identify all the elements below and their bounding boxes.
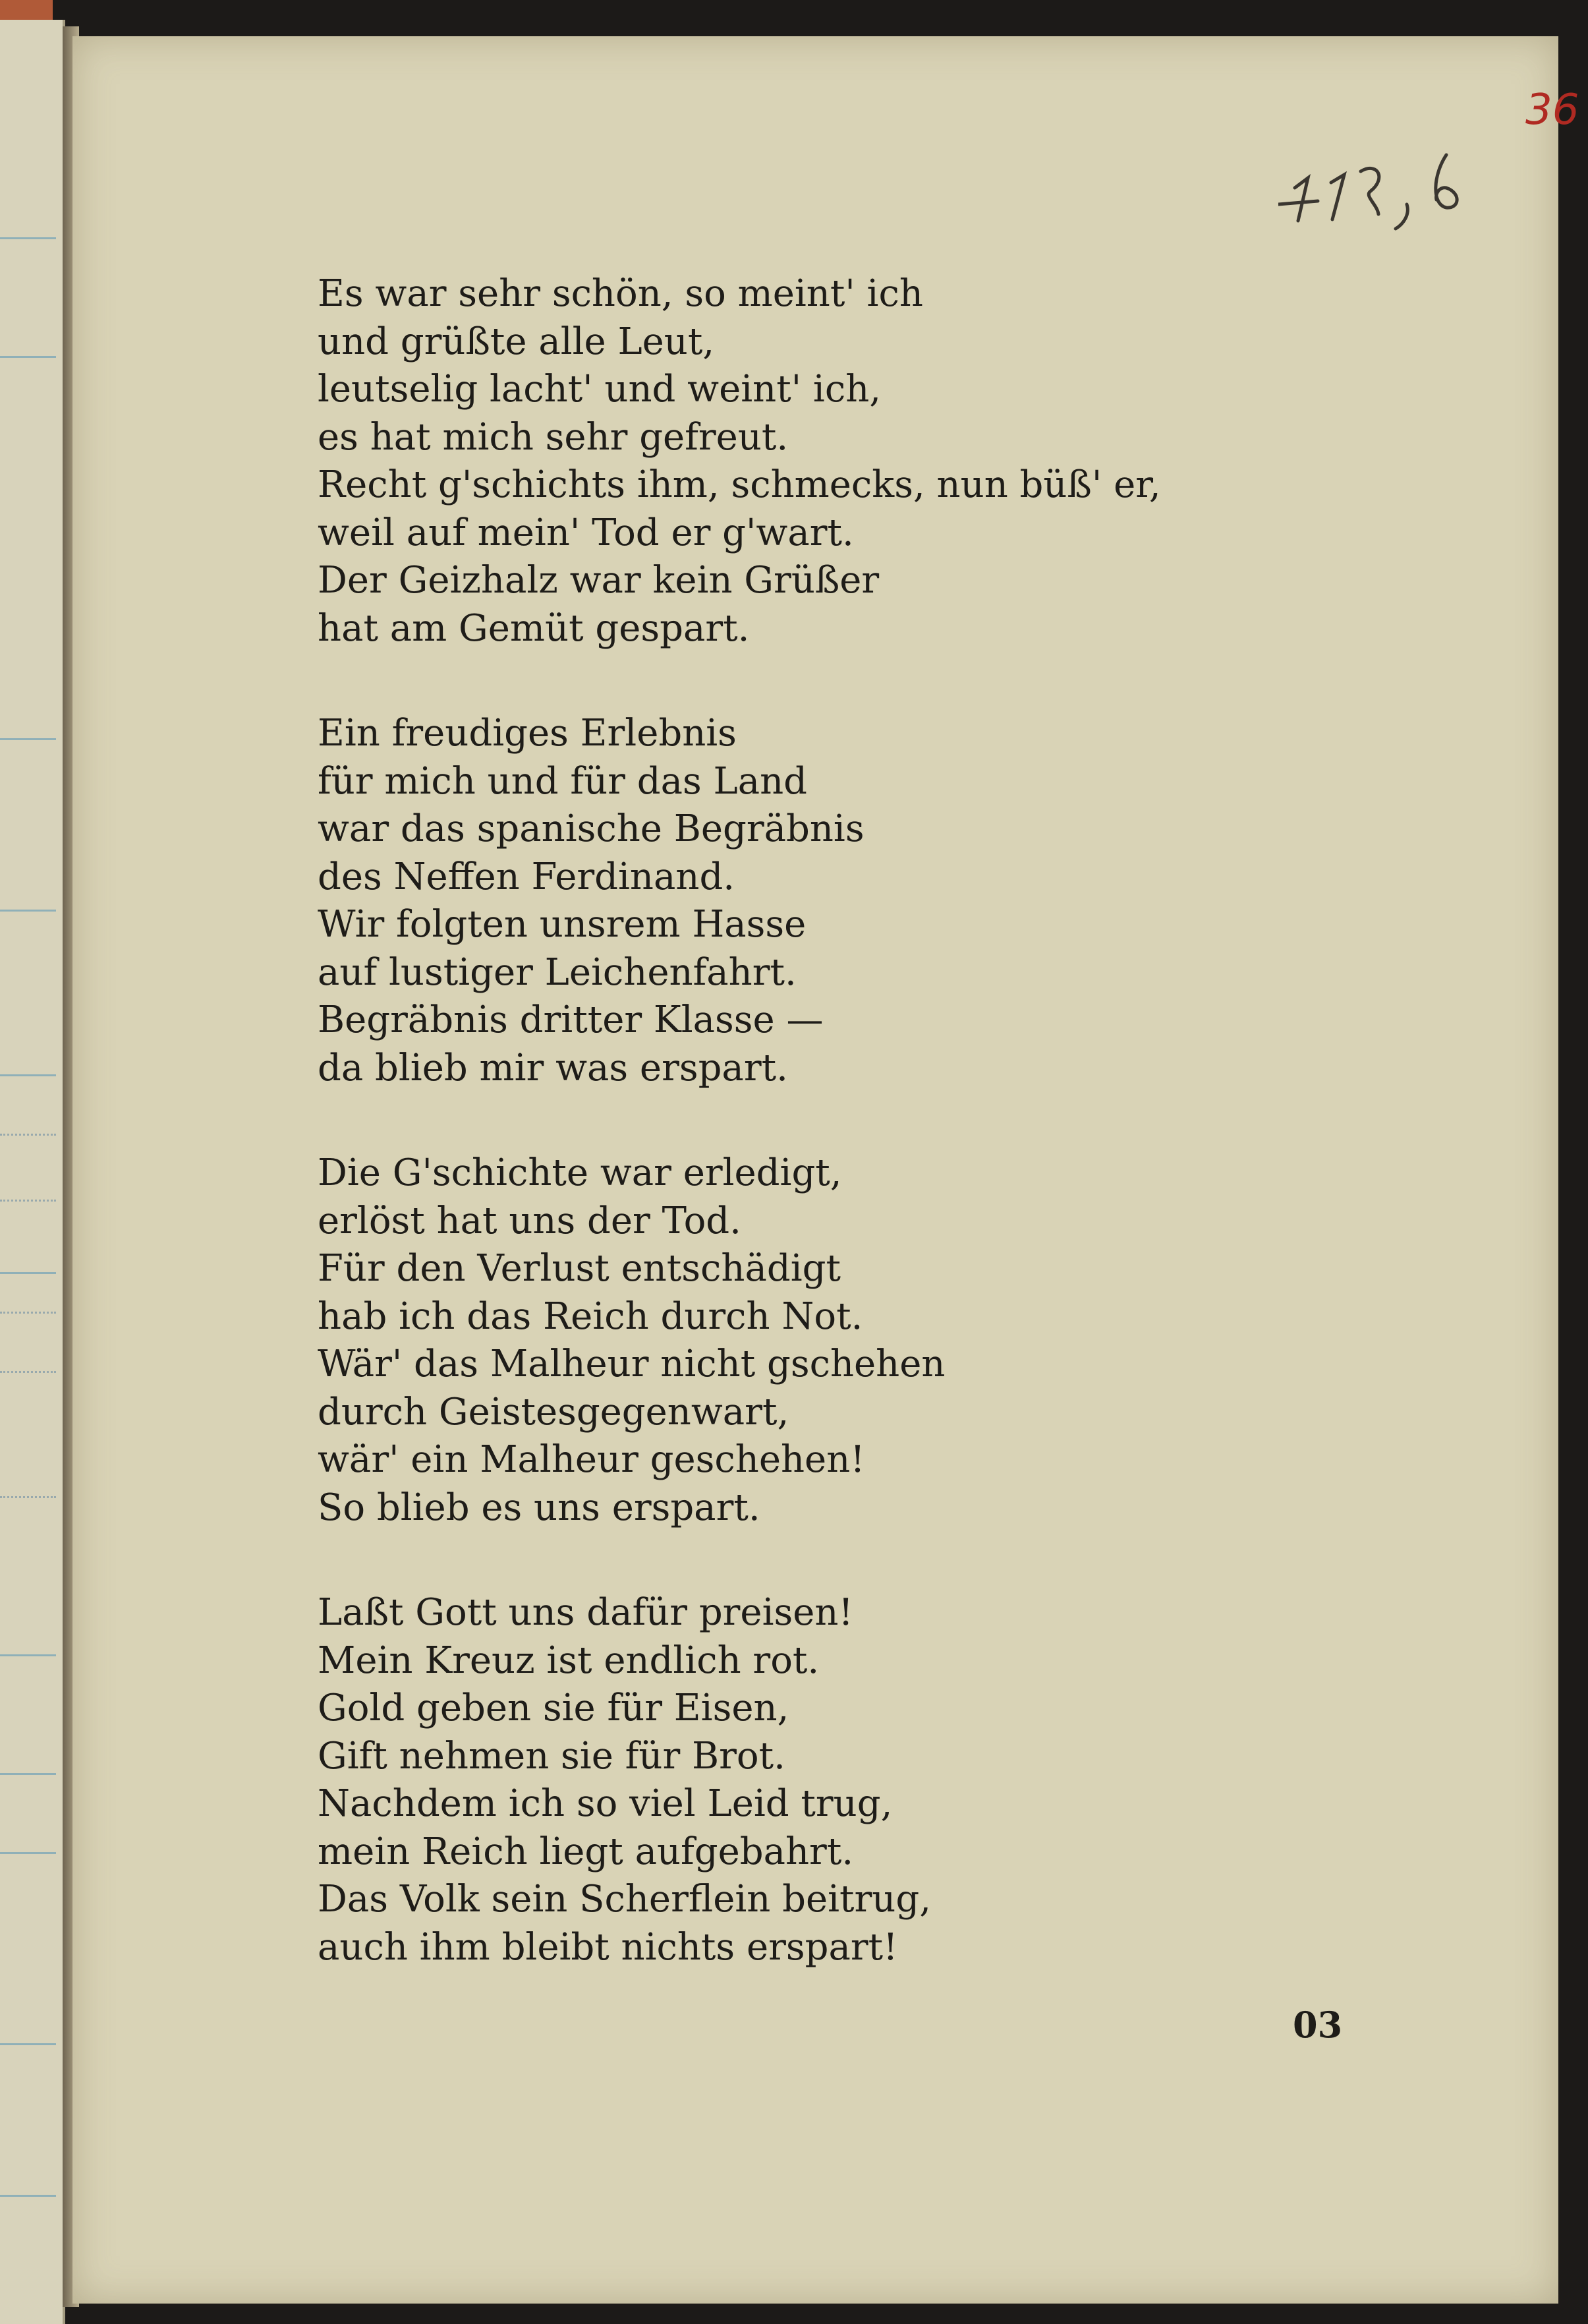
poem-line: Mein Kreuz ist endlich rot. [318,1639,820,1682]
poem-line: und grüßte alle Leut, [318,320,715,363]
folio-number: 36 [1525,86,1579,134]
ledger-rule [0,1773,56,1775]
ledger-rule [0,1074,56,1076]
poem-line: Recht g'schichts ihm, schmecks, nun büß' er, [318,463,1161,506]
ledger-dotted-rule [0,1312,56,1314]
poem-line: Ein freudiges Erlebnis [318,712,737,755]
poem-line: hat am Gemüt gespart. [318,606,750,650]
poem-line: hab ich das Reich durch Not. [318,1294,863,1338]
poem-line: es hat mich sehr gefreut. [318,415,789,459]
poem-line: Wir folgten unsrem Hasse [318,903,807,946]
poem [318,270,1161,2029]
poem-line: Wär' das Malheur nicht gschehen [318,1343,946,1385]
poem-line: war das spanische Begräbnis [318,807,865,850]
poem-line: Der Geizhalz war kein Grüßer [318,559,880,602]
poem-line: Das Volk sein Scherflein beitrug, [318,1878,931,1921]
ledger-rule [0,1654,56,1656]
ledger-rule [0,1272,56,1274]
poem-line: des Neffen Ferdinand. [318,855,735,898]
poem-line: Gold geben sie für Eisen, [318,1687,789,1729]
poem-line: auf lustiger Leichenfahrt. [318,950,797,994]
ledger-rule [0,738,56,740]
ledger-rule [0,237,56,239]
document-page [72,36,1579,2304]
ledger-rule [0,1852,56,1854]
poem-line: Es war sehr schön, so meint' ich [318,272,923,315]
poem-line: da blieb mir was erspart. [318,1046,788,1089]
adjacent-ledger-page [0,20,65,2324]
ledger-rule [0,2043,56,2045]
ledger-dotted-rule [0,1496,56,1498]
poem-line: wär' ein Malheur geschehen! [318,1438,865,1481]
poem-line: Nachdem ich so viel Leid trug, [318,1782,893,1825]
ledger-rule [0,2195,56,2197]
pencil-note [1278,142,1496,254]
poem-line: Begräbnis dritter Klasse — [318,999,824,1041]
ledger-dotted-rule [0,1134,56,1136]
poem-line: mein Reich liegt aufgebahrt. [318,1830,854,1873]
poem-line: So blieb es uns erspart. [318,1486,760,1529]
poem-line: Laßt Gott uns dafür preisen! [318,1591,853,1634]
poem-line: Für den Verlust entschädigt [318,1247,841,1290]
stanza [318,710,1161,1092]
poem-line: Gift nehmen sie für Brot. [318,1734,785,1778]
poem-line: für mich und für das Land [318,759,808,803]
stanza [318,1149,1161,1532]
ledger-rule [0,356,56,358]
poem-line: auch ihm bleibt nichts erspart! [318,1925,898,1969]
stanza [318,270,1161,653]
stanza [318,1589,1161,1971]
ledger-dotted-rule [0,1371,56,1373]
ledger-dotted-rule [0,1200,56,1202]
ledger-rule [0,910,56,912]
poem-line: weil auf mein' Tod er g'wart. [318,511,854,554]
poem-line: leutselig lacht' und weint' ich, [318,368,882,411]
page-number: 03 [1293,2004,1343,2046]
poem-line: erlöst hat uns der Tod. [318,1199,741,1242]
poem-line: Die G'schichte war erledigt, [318,1151,842,1194]
poem-line: durch Geistesgegenwart, [318,1390,789,1434]
